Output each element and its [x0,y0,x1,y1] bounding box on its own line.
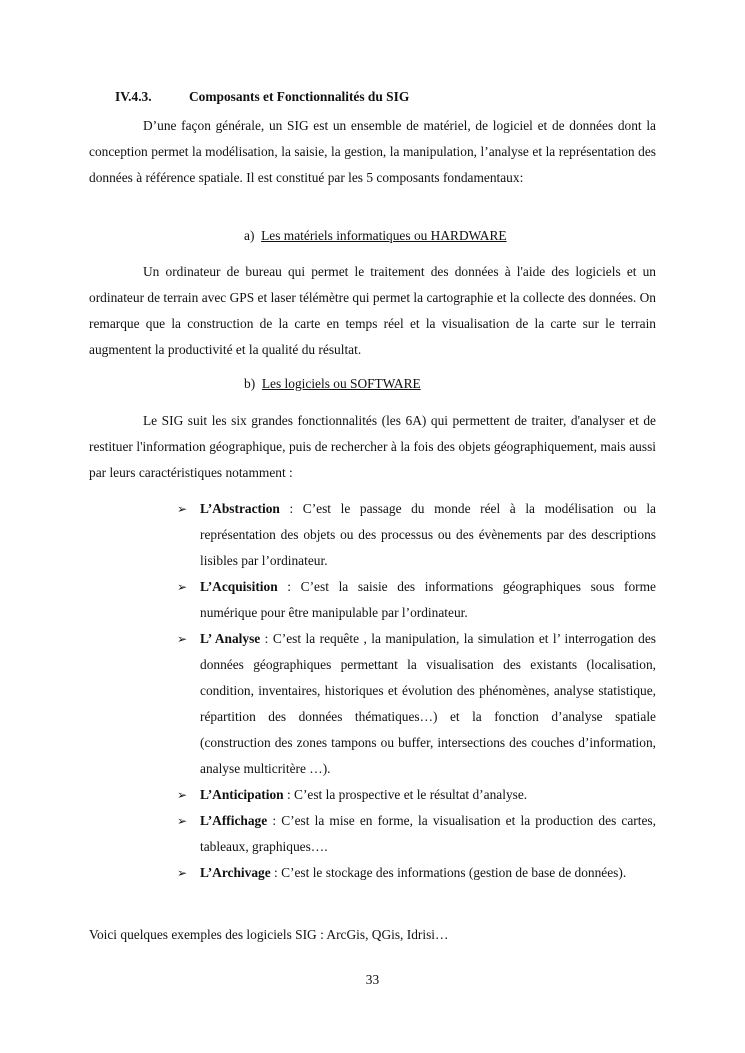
list-item-desc: : C’est la mise en forme, la visualisation et la production des cartes, tableaux, graphiques…. [200,813,656,854]
arrow-bullet-icon: ➢ [177,814,188,828]
software-paragraph: Le SIG suit les six grandes fonctionnalités (les 6A) qui permettent de traiter, d'analyser et de restituer l'information géographique, puis de rechercher à la fois des objets géographiquement, mais aussi par leurs caractéristiques notamment : [89,413,656,480]
list-item-term: L’Archivage [200,865,271,880]
arrow-bullet-icon: ➢ [177,866,188,880]
list-item-archivage [177,860,656,886]
list-item-analyse [177,626,656,782]
arrow-bullet-icon: ➢ [177,502,188,516]
list-item-desc: : C’est le passage du monde réel à la modélisation ou la représentation des objets ou des processus ou des évènements par des descriptions lisibles par l’ordinateur. [200,501,656,568]
list-item-abstraction [177,496,656,574]
hardware-paragraph: Un ordinateur de bureau qui permet le traitement des données à l'aide des logiciels et un ordinateur de terrain avec GPS et laser télémètre qui permet la cartographie et la collecte des données. On remarque que la construction de la carte en temps réel et la visualisation de la carte sur le terrain augmentent la productivité et la qualité du résultat. [89,264,656,357]
list-item-term: L’ Analyse [200,631,261,646]
intro-paragraph: D’une façon générale, un SIG est un ensemble de matériel, de logiciel et de données dont la conception permet la modélisation, la saisie, la gestion, la manipulation, l’analyse et la représentation des données à référence spatiale. Il est constitué par les 5 composants fondamentaux: [89,118,656,185]
list-item-acquisition [177,574,656,626]
section-heading [115,89,409,105]
section-title: Composants et Fonctionnalités du SIG [189,89,410,104]
closing-paragraph: Voici quelques exemples des logiciels SIG : ArcGis, QGis, Idrisi… [89,927,449,942]
list-item-term: L’Acquisition [200,579,278,594]
arrow-bullet-icon: ➢ [177,632,188,646]
software-subheading [244,376,421,392]
list-item-affichage [177,808,656,860]
software-title: Les logiciels ou SOFTWARE [261,376,421,391]
list-item-term: L’Abstraction [200,501,280,516]
list-item-desc: : C’est la saisie des informations géographiques sous forme numérique pour être manipulable par l’ordinateur. [200,579,656,620]
page-number: 33 [365,972,380,987]
hardware-title: Les matériels informatiques ou HARDWARE [261,228,507,243]
software-marker: b) [244,376,256,391]
list-item-term: L’Affichage [200,813,268,828]
section-number: IV.4.3. [115,89,152,104]
list-item-desc: : C’est la prospective et le résultat d’analyse. [283,787,528,802]
list-item-anticipation [177,782,656,808]
arrow-bullet-icon: ➢ [177,580,188,594]
hardware-subheading [244,228,507,244]
list-item-desc: : C’est la requête , la manipulation, la simulation et l’ interrogation des données géographiques permettant la visualisation des existants (localisation, condition, inventaires, historiques et évolution des phénomènes, analyse statistique, répartition des données thématiques…) et la fonction d’analyse spatiale (construction des zones tampons ou buffer, intersections des couches d’information, analyse multicritère …). [200,631,656,776]
list-item-desc: : C’est le stockage des informations (gestion de base de données). [270,865,627,880]
list-item-term: L’Anticipation [200,787,284,802]
arrow-bullet-icon: ➢ [177,788,188,802]
hardware-marker: a) [244,228,255,243]
functionality-list [177,496,656,886]
